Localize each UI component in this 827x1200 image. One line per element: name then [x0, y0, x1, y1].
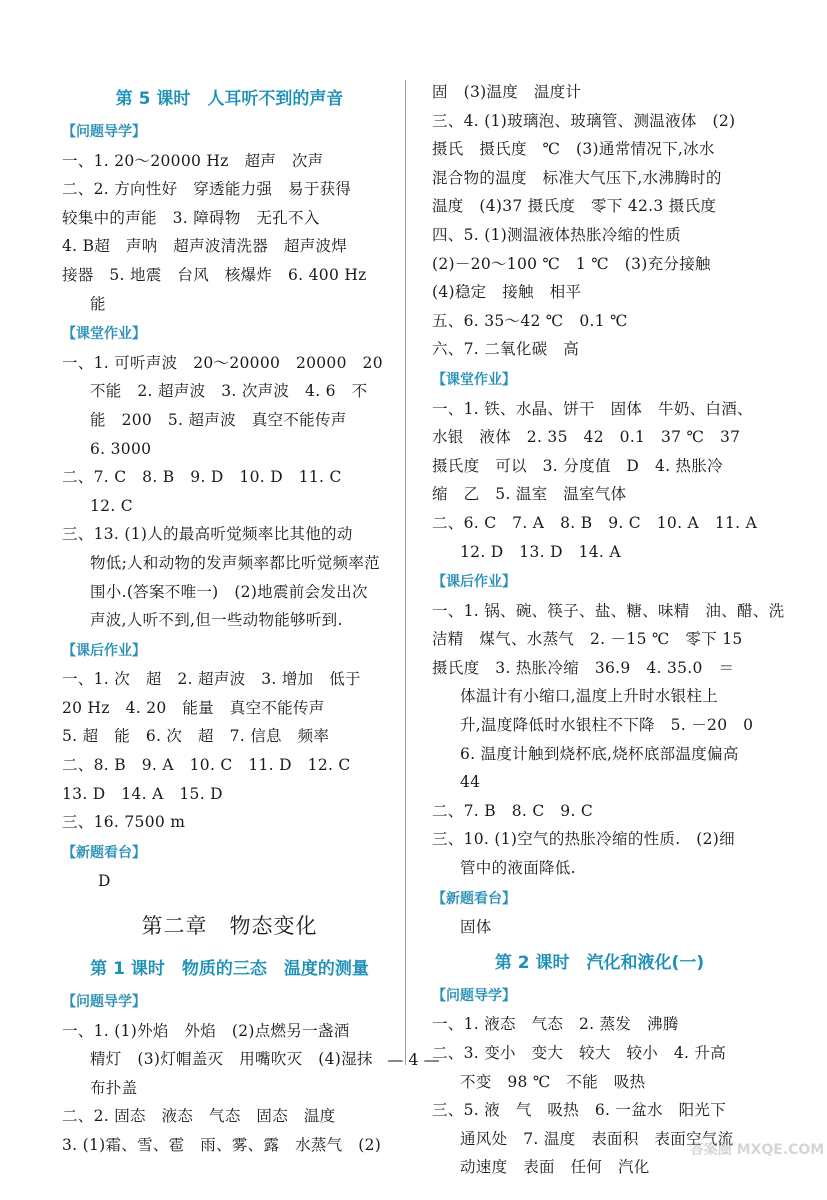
answer-line: D [98, 872, 111, 891]
answer-line: 五、6. 35～42 ℃ 0.1 ℃ [432, 311, 628, 330]
answer-line: 固 (3)温度 温度计 [432, 83, 582, 101]
answer-line: 三、4. (1)玻璃泡、玻璃管、测温液体 (2) [432, 111, 736, 130]
column-divider [405, 80, 406, 1065]
section-header: 【新题看台】 [432, 890, 516, 907]
answer-line: 一、1. 液态 气态 2. 蒸发 沸腾 [432, 1015, 679, 1034]
answer-line: 二、8. B 9. A 10. C 11. D 12. C [62, 756, 351, 775]
answer-line: 一、1. 锅、碗、筷子、盐、糖、味精 油、醋、洗 [432, 601, 785, 620]
section-header: 【课后作业】 [62, 642, 146, 659]
answer-line: 较集中的声能 3. 障碍物 无孔不入 [62, 208, 320, 227]
page-number: — 4 — [387, 1050, 440, 1069]
lesson-title: 第 1 课时 物质的三态 温度的测量 [90, 959, 369, 980]
watermark-text: 答案圈 MXQE.COM [689, 1142, 825, 1158]
answer-line: 六、7. 二氧化碳 高 [432, 340, 580, 359]
answer-line: 一、1. 铁、水晶、饼干 固体 牛奶、白酒、 [432, 399, 753, 418]
right-column [432, 78, 785, 1182]
answer-line: 12. D 13. D 14. A [460, 542, 621, 561]
answer-line: 动速度 表面 任何 汽化 [460, 1158, 650, 1177]
section-header: 【问题导学】 [62, 124, 146, 140]
answer-line: 一、1. 20～20000 Hz 超声 次声 [62, 151, 324, 170]
answer-line: 能 [90, 294, 106, 313]
answer-line: 洁精 煤气、水蒸气 2. －15 ℃ 零下 15 [432, 630, 743, 649]
answer-line: 不变 98 ℃ 不能 吸热 [460, 1072, 646, 1091]
answer-line: 二、2. 方向性好 穿透能力强 易于获得 [62, 180, 352, 199]
answer-line: 接器 5. 地震 台风 核爆炸 6. 400 Hz [62, 265, 367, 284]
answer-line: 20 Hz 4. 20 能量 真空不能传声 [62, 698, 325, 717]
answer-line: 能 200 5. 超声波 真空不能传声 [90, 410, 347, 429]
answer-line: 3. (1)霜、雪、雹 雨、雾、露 水蒸气 (2) [62, 1136, 382, 1154]
answer-line: 一、1. 次 超 2. 超声波 3. 增加 低于 [62, 670, 361, 689]
answer-line: 5. 超 能 6. 次 超 7. 信息 频率 [62, 727, 330, 746]
answer-line: 摄氏度 3. 热胀冷缩 36.9 4. 35.0 ＝ [432, 658, 735, 677]
answer-line: 声波,人听不到,但一些动物能够听到. [90, 611, 343, 630]
answer-line: 6. 温度计触到烧杯底,烧杯底部温度偏高 [460, 744, 739, 763]
chapter-title: 第二章 物态变化 [141, 914, 318, 939]
answer-line: 水银 液体 2. 35 42 0.1 37 ℃ 37 [432, 428, 741, 447]
answer-line: 二、6. C 7. A 8. B 9. C 10. A 11. A [432, 513, 758, 532]
answer-line: 管中的液面降低. [460, 859, 576, 878]
answer-line: 二、2. 固态 液态 气态 固态 温度 [62, 1107, 336, 1126]
answer-line: 二、3. 变小 变大 较大 较小 4. 升高 [432, 1044, 727, 1062]
answer-line: 12. C [90, 496, 133, 515]
answer-line: 不能 2. 超声波 3. 次声波 4. 6 不 [90, 382, 368, 401]
answer-line: 三、13. (1)人的最高听觉频率比其他的动 [62, 525, 353, 544]
answer-line: 13. D 14. A 15. D [62, 784, 223, 803]
answer-line: (4)稳定 接触 相平 [432, 283, 582, 302]
answer-line: 三、10. (1)空气的热胀冷缩的性质. (2)细 [432, 830, 735, 849]
section-header: 【课后作业】 [432, 574, 516, 591]
answer-line: 混合物的温度 标准大气压下,水沸腾时的 [432, 168, 722, 187]
answer-line: 围小.(答案不唯一) (2)地震前会发出次 [90, 582, 368, 601]
answer-line: 通风处 7. 温度 表面积 表面空气流 [460, 1129, 734, 1148]
answer-line: 三、16. 7500 m [62, 813, 186, 832]
answer-line: 一、1. 可听声波 20～20000 20000 20 [62, 353, 383, 372]
lesson-title: 第 2 课时 汽化和液化(一) [494, 952, 705, 973]
section-header: 【新题看台】 [62, 844, 146, 861]
answer-line: 体温计有小缩口,温度上升时水银柱上 [460, 687, 719, 706]
section-header: 【课堂作业】 [432, 371, 516, 388]
answer-line: 缩 乙 5. 温室 温室气体 [432, 485, 627, 504]
answer-line: 布扑盖 [90, 1078, 138, 1097]
answer-line: 升,温度降低时水银柱不下降 5. －20 0 [460, 716, 754, 735]
lesson-title: 第 5 课时 人耳听不到的声音 [115, 89, 344, 109]
answer-line: 四、5. (1)测温液体热胀冷缩的性质 [432, 225, 681, 244]
section-header: 【问题导学】 [432, 987, 516, 1004]
answer-line: 二、7. C 8. B 9. D 10. D 11. C [62, 468, 342, 487]
section-header: 【问题导学】 [62, 994, 146, 1011]
answer-line: 6. 3000 [90, 439, 152, 458]
answer-line: 精灯 (3)灯帽盖灭 用嘴吹灭 (4)湿抹 [90, 1050, 373, 1069]
answer-line: 摄氏度 可以 3. 分度值 D 4. 热胀冷 [432, 456, 723, 475]
section-header: 【课堂作业】 [62, 326, 146, 343]
watermark-logo [689, 1120, 825, 1190]
answer-line: 一、1. (1)外焰 外焰 (2)点燃另一盏酒 [62, 1021, 350, 1040]
answer-line: 二、7. B 8. C 9. C [432, 801, 594, 820]
answer-line: 三、5. 液 气 吸热 6. 一盆水 阳光下 [432, 1101, 727, 1120]
answer-line: 4. B超 声呐 超声波清洗器 超声波焊 [62, 237, 348, 256]
answer-line: 温度 (4)37 摄氏度 零下 42.3 摄氏度 [432, 197, 717, 216]
left-column [62, 78, 397, 1160]
answer-line: (2)－20～100 ℃ 1 ℃ (3)充分接触 [432, 254, 711, 273]
answer-line: 摄氏 摄氏度 ℃ (3)通常情况下,冰水 [432, 140, 715, 159]
answer-line: 固体 [460, 918, 492, 937]
answer-line: 44 [460, 773, 481, 792]
answer-line: 物低;人和动物的发声频率都比听觉频率范 [90, 553, 380, 572]
